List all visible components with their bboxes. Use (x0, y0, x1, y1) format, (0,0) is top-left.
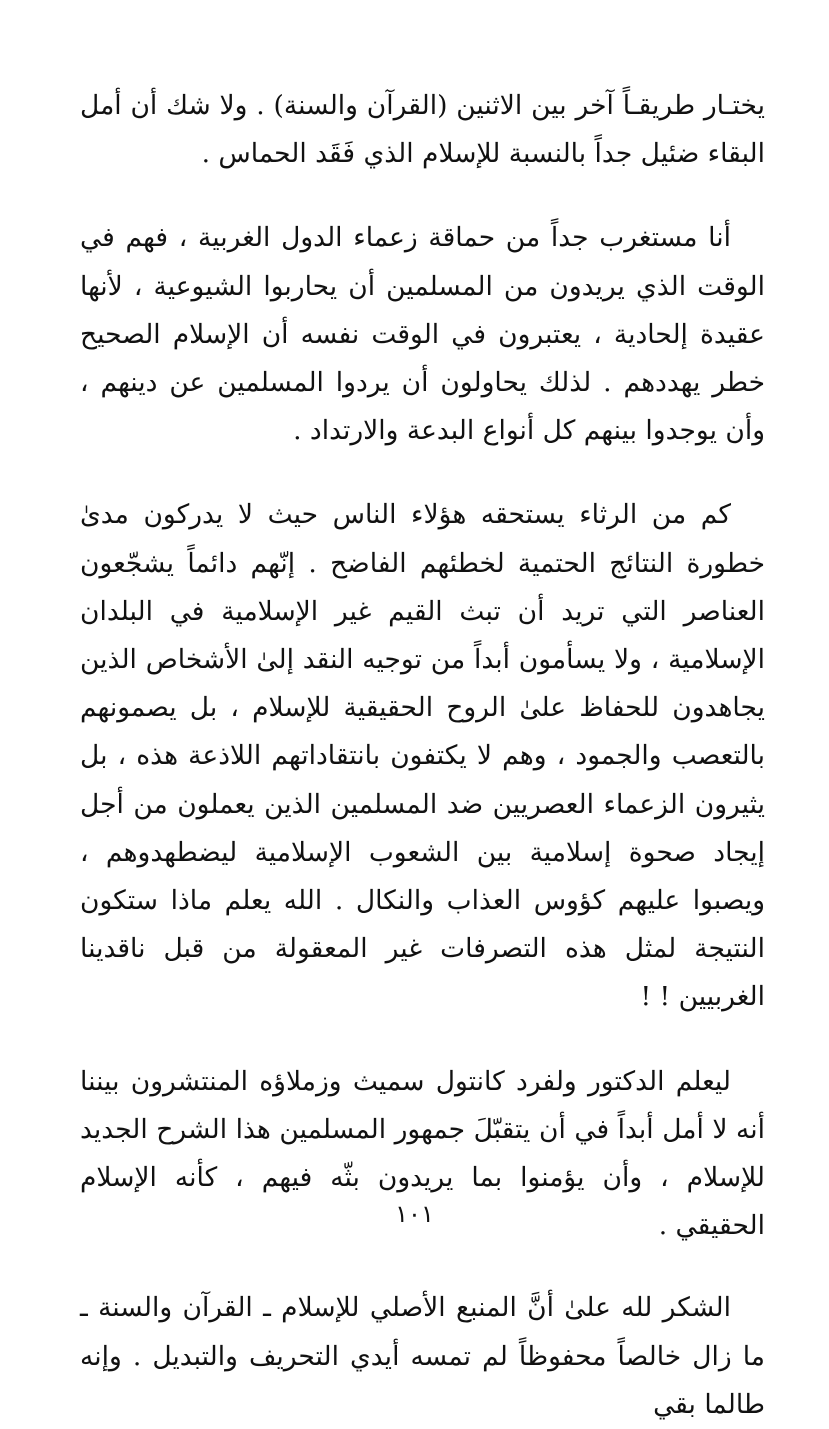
paragraph-4: ليعلم الدكتور ولفرد كانتول سميث وزملاؤه المنتشرون بيننا أنه لا أمل أبداً في أن يتقبّلَ جمهور المسلمين هذا الشرح الجديد للإسلام ، وأن يؤمنوا بما يريدون بثّه فيهم ، كأنه الإسلام الحقيقي . (80, 1065, 765, 1242)
paragraph-spacer (80, 1022, 765, 1058)
paragraph-3: كم من الرثاء يستحقه هؤلاء الناس حيث لا يدركون مدىٰ خطورة النتائج الحتمية لخطئهم الفاضح . إنّهم دائماً يشجّعون العناصر التي تريد أن تبث القيم غير الإسلامية في البلدان الإسلامية ، ولا يسأمون أبداً من توجيه النقد إلىٰ الأشخاص الذين يجاهدون للحفاظ علىٰ الروح الحقيقية للإسلام ، بل يصمونهم بالتعصب والجمود ، وهم لا يكتفون بانتقاداتهم اللاذعة هذه ، بل يثيرون الزعماء العصريين ضد المسلمين الذين يعملون من أجل إيجاد صحوة إسلامية بين الشعوب الإسلامية ليضطهدوهم ، ويصبوا عليهم كؤوس العذاب والنكال . الله يعلم ماذا ستكون النتيجة لمثل هذه التصرفات غير المعقولة من قبل ناقدينا الغربيين ! ! (80, 499, 765, 1013)
page-number: ١٠١ (395, 1200, 434, 1228)
paragraph-5: الشكر لله علىٰ أنَّ المنبع الأصلي للإسلام ـ القرآن والسنة ـ ما زال خالصاً محفوظاً لم تمسه أيدي التحريف والتبديل . وإنه طالما بقي (80, 1292, 765, 1420)
paragraph-spacer (80, 455, 765, 491)
paragraph-spacer (80, 1250, 765, 1284)
paragraph-1: يختـار طريقـاً آخر بين الاثنين (القرآن والسنة) . ولا شك أن أمل البقاء ضئيل جداً بالنسبة للإسلام الذي فَقَد الحماس . (80, 90, 765, 170)
paragraph-2: أنا مستغرب جداً من حماقة زعماء الدول الغربية ، فهم في الوقت الذي يريدون من المسلمين أن يحاربوا الشيوعية ، لأنها عقيدة إلحادية ، يعتبرون في الوقت نفسه أن الإسلام الصحيح خطر يهددهم . لذلك يحاولون أن يردوا المسلمين عن دينهم ، وأن يوجدوا بينهم كل أنواع البدعة والارتداد . (80, 222, 765, 447)
paragraph-spacer (80, 178, 765, 214)
